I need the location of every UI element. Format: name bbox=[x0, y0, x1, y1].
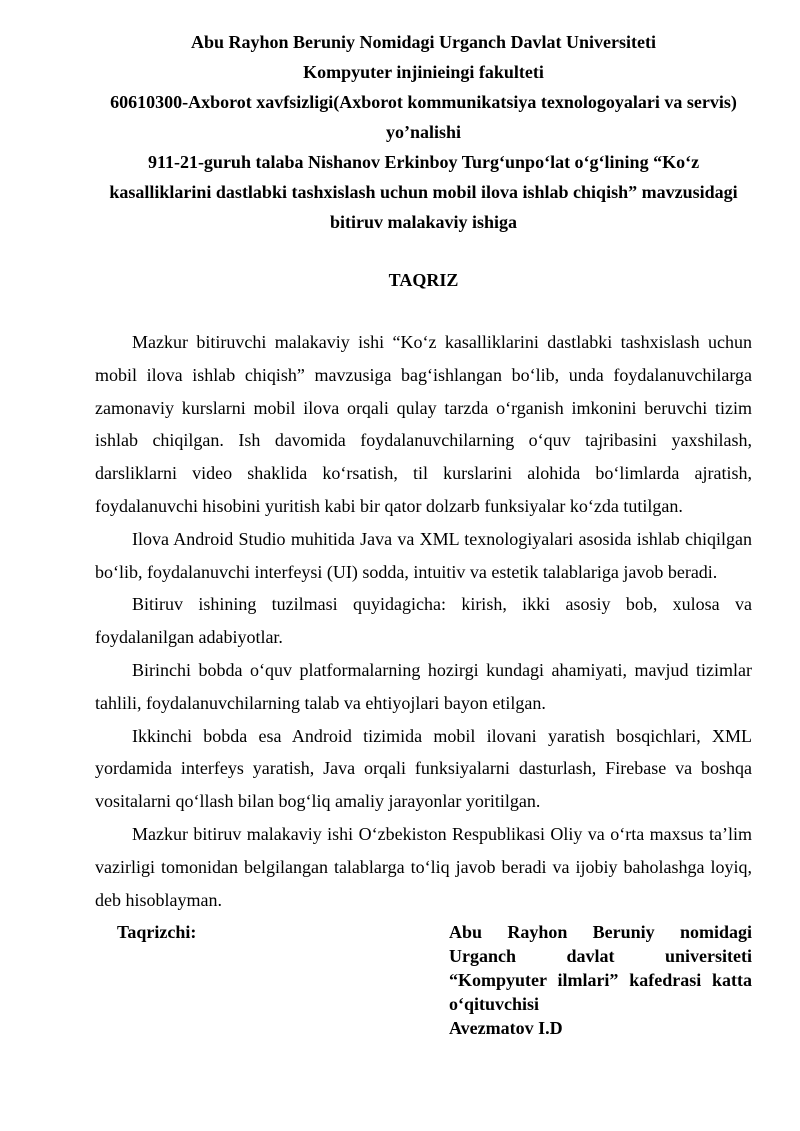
document-title: TAQRIZ bbox=[388, 270, 459, 290]
faculty-name: Kompyuter injinieingi fakulteti bbox=[303, 62, 544, 82]
review-body bbox=[95, 326, 752, 916]
student-line-3: bitiruv malakaviy ishiga bbox=[329, 212, 518, 232]
reviewer-name: Avezmatov I.D bbox=[449, 1018, 563, 1039]
paragraph-2: Ilova Android Studio muhitida Java va XML texnologiyalari asosida ishlab chiqilgan bo‘lib, foydalanuvchi interfeysi (UI) sodda, intuitiv va estetik talablariga javob beradi. bbox=[95, 528, 752, 582]
student-line-1: 911-21-guruh talaba Nishanov Erkinboy Turg‘unpo‘lat o‘g‘lining “Ko‘z bbox=[147, 152, 700, 172]
specialty-line-1: 60610300-Axborot xavfsizligi(Axborot kommunikatsiya texnologoyalari va servis) bbox=[110, 92, 737, 112]
student-line-2: kasalliklarini dastlabki tashxislash uchun mobil ilova ishlab chiqish” mavzusidagi bbox=[109, 182, 738, 202]
reviewer-label: Taqrizchi: bbox=[117, 922, 197, 943]
university-name: Abu Rayhon Beruniy Nomidagi Urganch Davlat Universiteti bbox=[190, 32, 657, 52]
signature-block bbox=[95, 918, 752, 1048]
paragraph-3: Bitiruv ishining tuzilmasi quyidagicha: kirish, ikki asosiy bob, xulosa va foydalanilgan adabiyotlar. bbox=[95, 594, 752, 648]
specialty-line-2: yo’nalishi bbox=[385, 122, 462, 142]
reviewer-info bbox=[449, 920, 752, 1040]
reviewer-affiliation: Abu Rayhon Beruniy nomidagi Urganch davlat universiteti “Kompyuter ilmlari” kafedrasi katta o‘qituvchisi bbox=[449, 922, 752, 1015]
paragraph-6: Mazkur bitiruv malakaviy ishi O‘zbekiston Respublikasi Oliy va o‘rta maxsus ta’lim vazirligi tomonidan belgilangan talablarga to‘liq javob beradi va ijobiy baholashga loyiq, deb hisoblayman. bbox=[95, 823, 752, 910]
paragraph-1: Mazkur bitiruvchi malakaviy ishi “Ko‘z kasalliklarini dastlabki tashxislash uchun mobil ilova ishlab chiqish” mavzusiga bag‘ishlangan bo‘lib, unda foydalanuvchilarga zamonaviy kurslarni mobil ilova orqali qulay tarzda o‘rganish imkonini beruvchi tizim ishlab chiqilgan. Ish davomida foydalanuvchilarning o‘quv tajribasini yaxshilash, darsliklarni video shaklida ko‘rsatish, til kurslarini alohida bo‘limlarda ajratish, foydalanuvchi hisobini yuritish kabi bir qator dolzarb funksiyalar ko‘zda tutilgan. bbox=[95, 332, 752, 516]
paragraph-5: Ikkinchi bobda esa Android tizimida mobil ilovani yaratish bosqichlari, XML yordamida interfeys yaratish, Java orqali funksiyalarni dasturlash, Firebase va boshqa vositalarni qo‘llash bilan bog‘liq amaliy jarayonlar yoritilgan. bbox=[95, 725, 752, 812]
paragraph-4: Birinchi bobda o‘quv platformalarning hozirgi kundagi ahamiyati, mavjud tizimlar tahlili, foydalanuvchilarning talab va ehtiyojlari bayon etilgan. bbox=[95, 659, 752, 713]
document-header bbox=[95, 27, 752, 237]
